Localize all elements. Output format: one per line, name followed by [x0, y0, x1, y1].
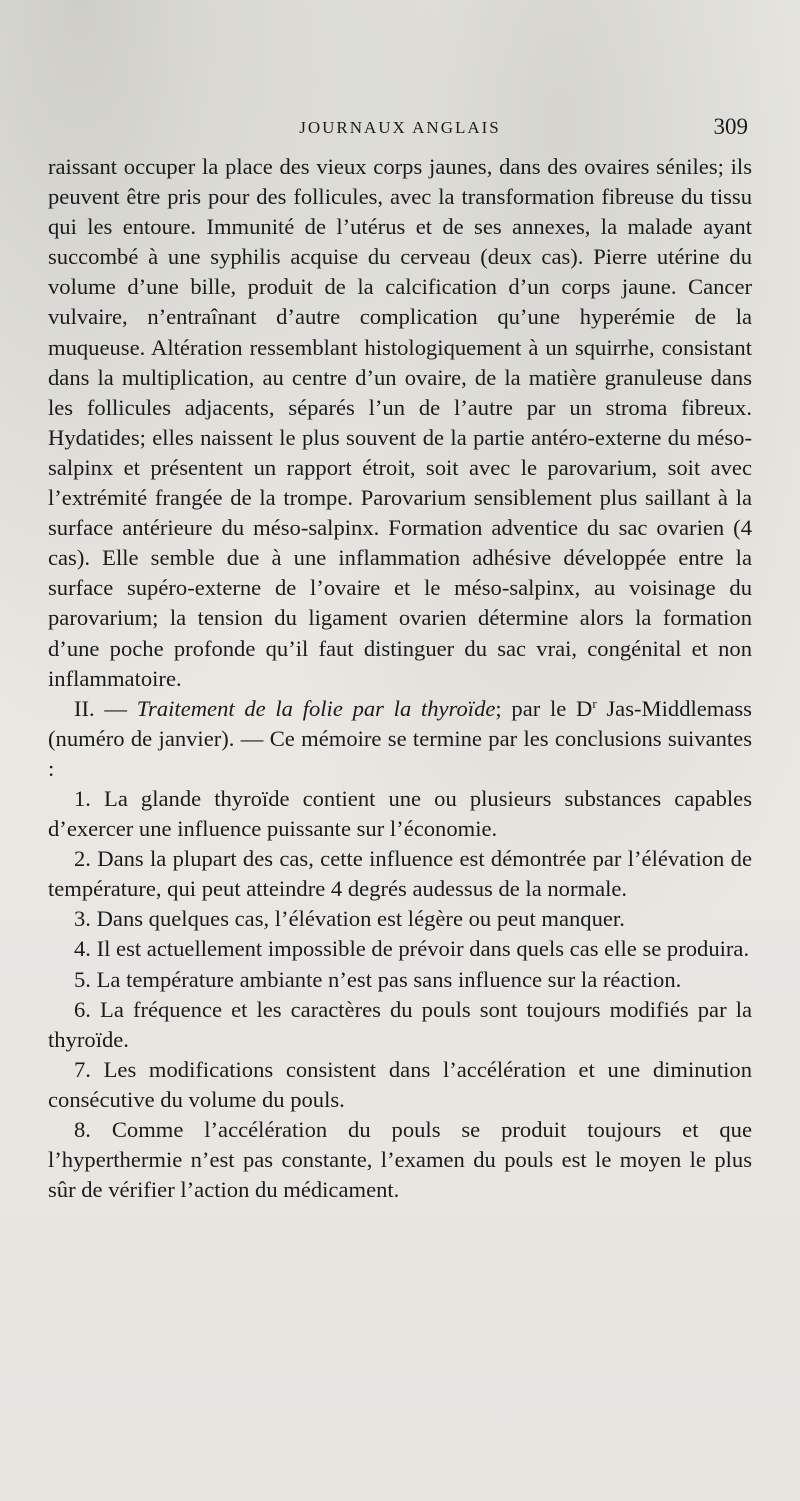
- conclusion-item: 7. Les modifications consistent dans l’accélération et une diminution consécutive du volume du pouls.: [48, 1056, 752, 1112]
- conclusion-item: 5. La température ambiante n’est pas sans influence sur la réaction.: [74, 966, 682, 992]
- conclusions-list: [48, 784, 752, 1205]
- author-prefix: ; par le D: [495, 695, 593, 721]
- conclusion-item: 1. La glande thyroïde contient une ou plusieurs substances capables d’exercer une influence puissante sur l’économie.: [48, 785, 752, 842]
- author-superscript: r: [592, 695, 597, 711]
- conclusion-item: 3. Dans quelques cas, l’élévation est légère ou peut manquer.: [74, 906, 625, 932]
- conclusion-item: 6. La fréquence et les caractères du pouls sont toujours modifiés par la thyroïde.: [48, 996, 752, 1052]
- paragraph-rest: Jas-Middlemass (numéro de janvier). — Ce mémoire se termine par les conclusions suivantes :: [48, 695, 752, 781]
- paragraph-continuation: raissant occuper la place des vieux corps jaunes, dans des ovaires séniles; ils peuvent être pris pour des follicules, avec la transformation fibreuse du tissu qui les entoure. Immunité de l’utérus et de ses annexes, la malade ayant succombé à une syphilis acquise du cerveau (deux cas). Pierre utérine du volume d’une bille, produit de la calcification d’un corps jaune. Cancer vulvaire, n’entraînant d’autre complication qu’une hyperémie de la muqueuse. Altération ressemblant histologiquement à un squirrhe, consistant dans la multiplication, au centre d’un ovaire, de la matière granuleuse dans les follicules adjacents, séparés l’un de l’autre par un stroma fibreux. Hydatides; elles naissent le plus souvent de la partie antéro-externe du méso-salpinx et présentent un rapport étroit, soit avec le parovarium, soit avec l’extrémité frangée de la trompe. Parovarium sensiblement plus saillant à la surface antérieure du méso-salpinx. Formation adventice du sac ovarien (4 cas). Elle semble due à une inflammation adhésive développée entre la surface supéro-externe de l’ovaire et le méso-salpinx, au voisinage du parovarium; la tension du ligament ovarien détermine alors la formation d’une poche profonde qu’il faut distinguer du sac vrai, congénital et non inflammatoire.: [48, 154, 752, 691]
- conclusion-item: 4. Il est actuellement impossible de prévoir dans quels cas elle se produira.: [74, 936, 750, 962]
- page-number: 309: [713, 114, 748, 139]
- conclusion-item: 2. Dans la plupart des cas, cette influence est démontrée par l’élévation de température, qui peut atteindre 4 degrés audessus de la normale.: [48, 846, 752, 902]
- running-title: JOURNAUX ANGLAIS: [299, 118, 501, 137]
- section-ii-paragraph: [48, 694, 752, 784]
- conclusion-item: 8. Comme l’accélération du pouls se produit toujours et que l’hyperthermie n’est pas constante, l’examen du pouls est le moyen le plus sûr de vérifier l’action du médicament.: [48, 1117, 752, 1203]
- article-title: Traitement de la folie par la thyroïde: [136, 695, 496, 721]
- body-text: [48, 152, 752, 1205]
- page-header: [48, 112, 752, 144]
- section-number: II. —: [74, 695, 128, 721]
